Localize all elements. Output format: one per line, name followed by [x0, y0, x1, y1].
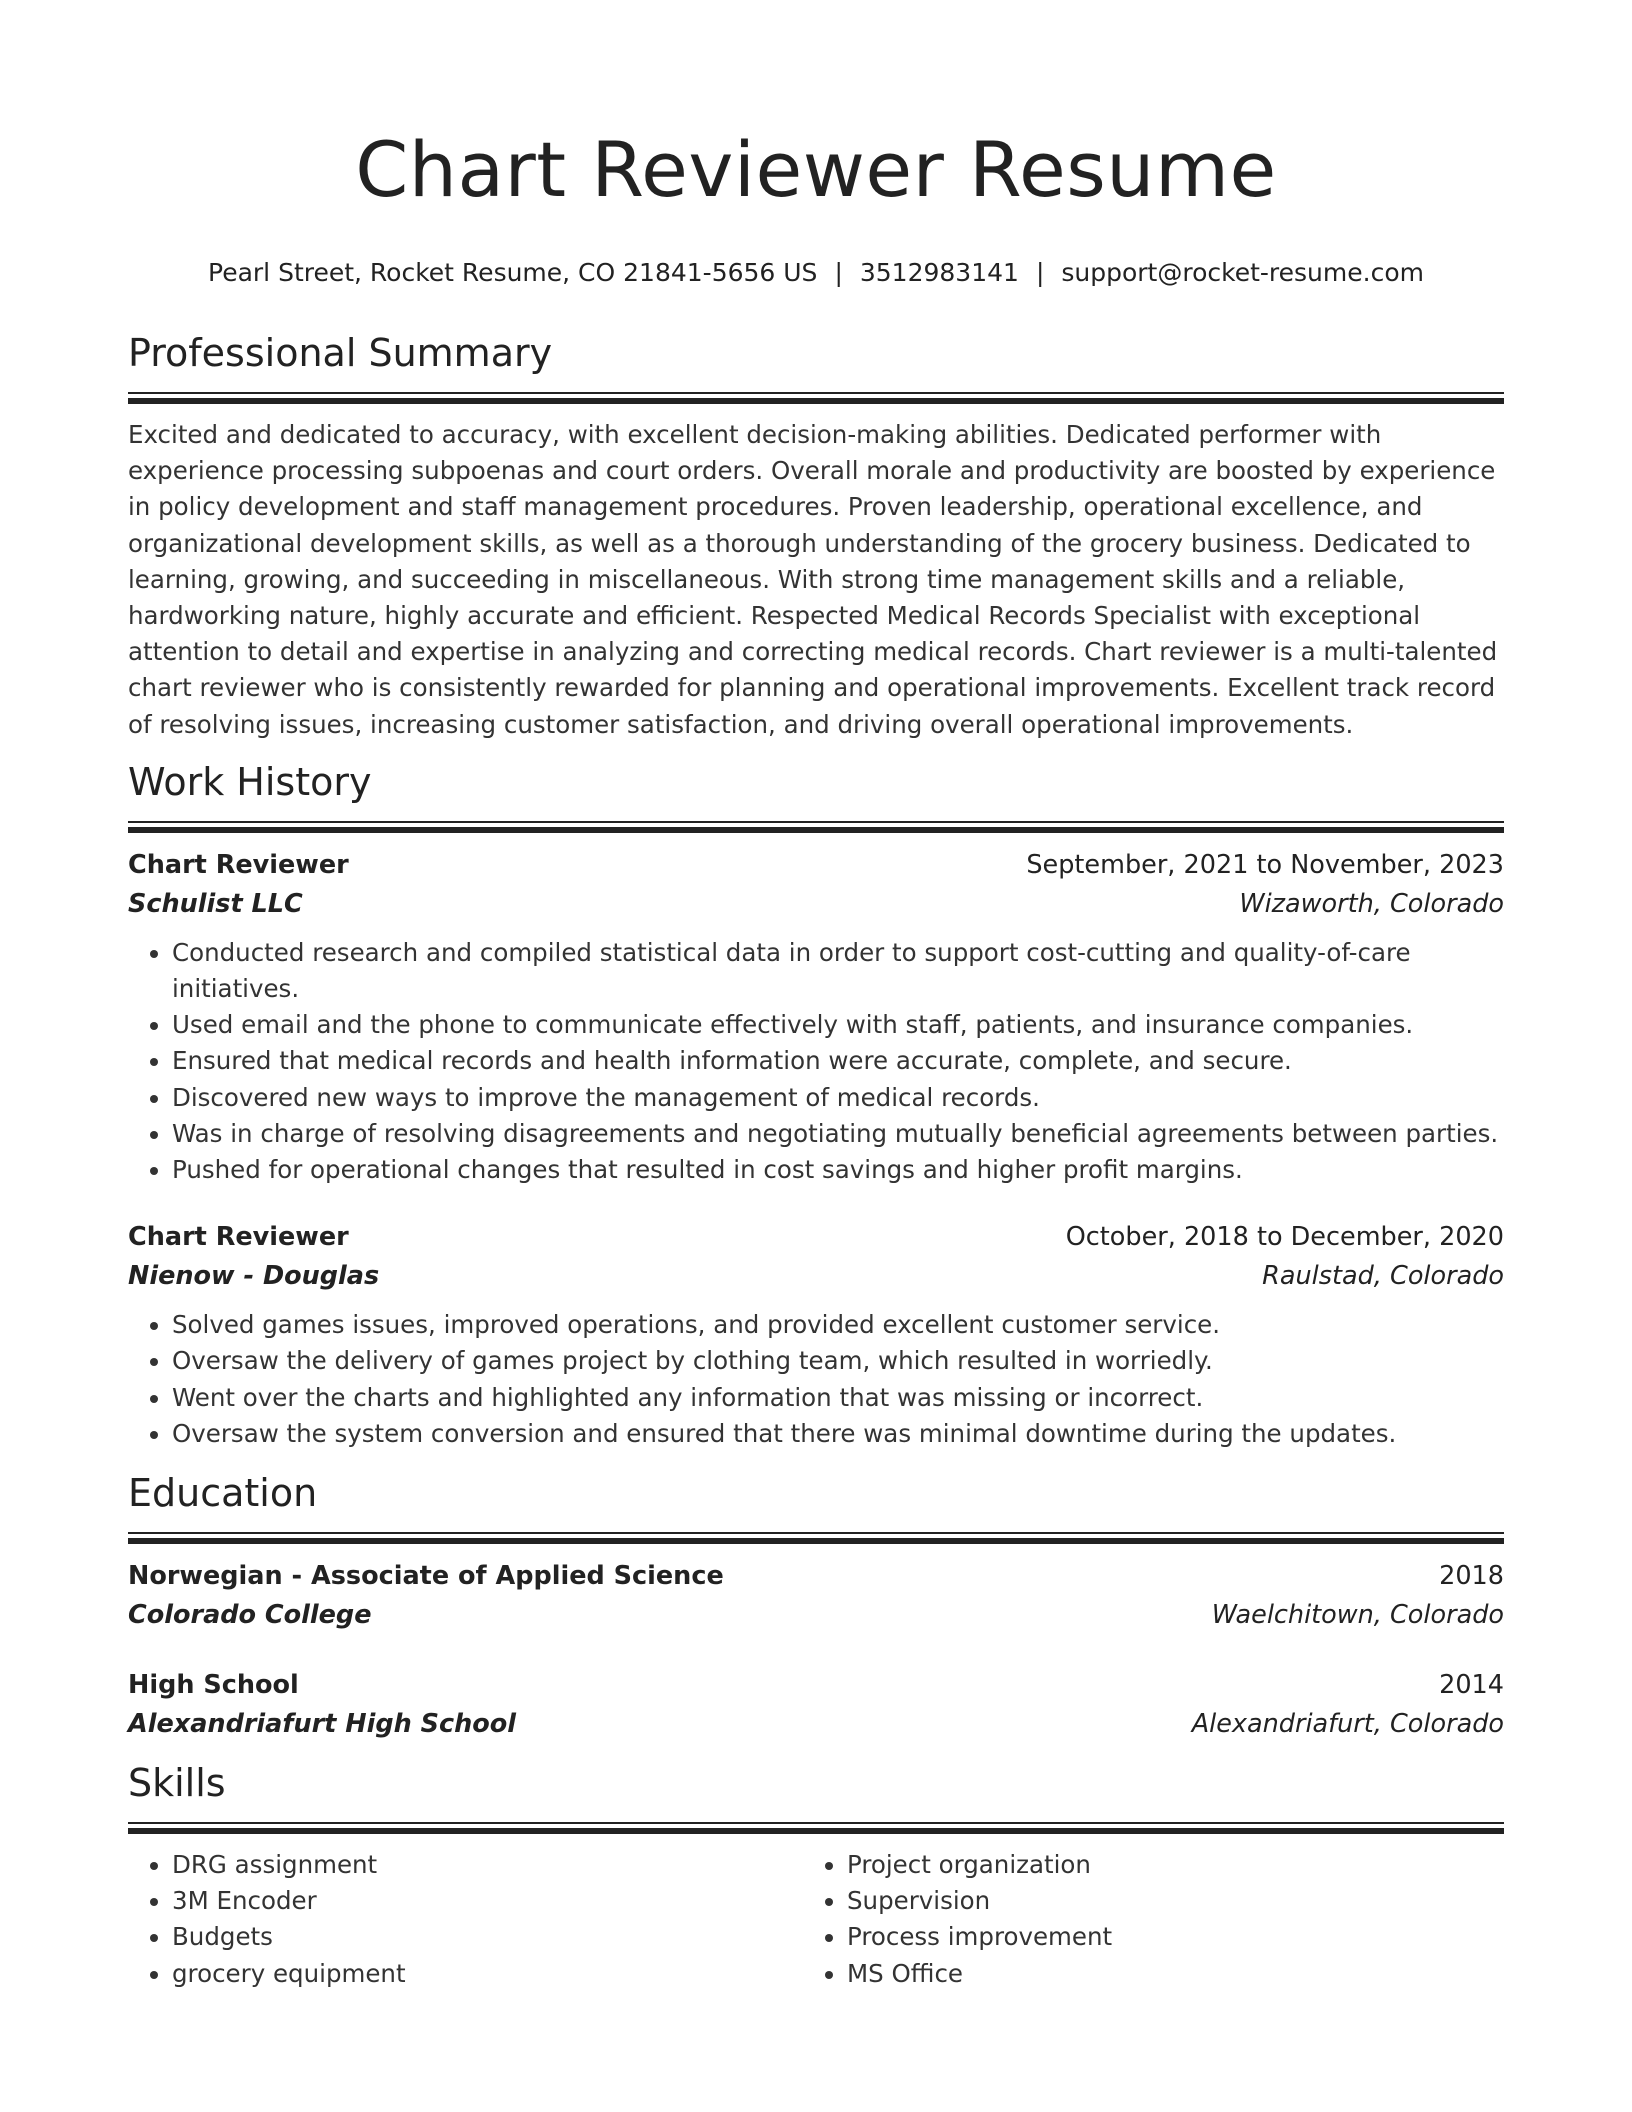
- job-duty: • Oversaw the delivery of games project by clothing team, which resulted in worriedly.: [172, 1343, 1504, 1379]
- job-dates: September, 2021 to November, 2023: [1026, 849, 1504, 880]
- job-company: Nienow - Douglas: [128, 1261, 380, 1292]
- summary-heading: Professional Summary: [128, 331, 553, 375]
- resume-title: Chart Reviewer Resume: [355, 125, 1277, 214]
- job-duty: • Discovered new ways to improve the management of medical records.: [172, 1080, 1504, 1116]
- contact-line: [128, 256, 1504, 290]
- section-divider: [128, 392, 1504, 403]
- job-entry: [128, 846, 1504, 1188]
- skill-item: • MS Office: [847, 1956, 1478, 1992]
- skill-item: • Process improvement: [847, 1919, 1478, 1955]
- skills-grid: [128, 1847, 1504, 1992]
- education-subheader: [128, 1596, 1504, 1635]
- job-title: Chart Reviewer: [128, 849, 349, 880]
- education-year: 2018: [1439, 1561, 1504, 1592]
- education-school: Alexandriafurt High School: [128, 1709, 517, 1740]
- education-entry: [128, 1557, 1504, 1635]
- contact-separator: |: [834, 258, 843, 287]
- job-title: Chart Reviewer: [128, 1222, 349, 1253]
- skills-column-right: [803, 1847, 1478, 1992]
- skills-section: [128, 1758, 1504, 1992]
- skills-heading: Skills: [128, 1761, 226, 1806]
- skill-item: • Project organization: [847, 1847, 1478, 1883]
- job-duties: [128, 935, 1504, 1188]
- skills-list: [803, 1847, 1478, 1992]
- job-duty: • Used email and the phone to communicate effectively with staff, patients, and insurance companies.: [172, 1007, 1504, 1043]
- education-section: [128, 1468, 1504, 1744]
- summary-section: [128, 328, 1504, 743]
- job-location: Wizaworth, Colorado: [1239, 888, 1504, 919]
- job-company: Schulist LLC: [128, 888, 303, 919]
- skill-item: • Budgets: [172, 1919, 803, 1955]
- summary-text: Excited and dedicated to accuracy, with excellent decision-making abilities. Dedicated performer with experience processing subpoenas and court orders. Overall morale and productivity are boosted by experience in policy development and staff management procedures. Proven leadership, operational excellence, and organizational development skills, as well as a thorough understanding of the grocery business. Dedicated to learning, growing, and succeeding in miscellaneous. With strong time management skills and a reliable, hardworking nature, highly accurate and efficient. Respected Medical Records Specialist with exceptional attention to detail and expertise in analyzing and correcting medical records. Chart reviewer is a multi-talented chart reviewer who is consistently rewarded for planning and operational improvements. Excellent track record of resolving issues, increasing customer satisfaction, and driving overall operational improvements.: [128, 420, 1498, 739]
- education-school: Colorado College: [128, 1600, 372, 1631]
- skills-column-left: [128, 1847, 803, 1992]
- education-degree: Norwegian - Associate of Applied Science: [128, 1561, 724, 1592]
- skill-item: • Supervision: [847, 1883, 1478, 1919]
- job-duty: • Pushed for operational changes that resulted in cost savings and higher profit margins.: [172, 1152, 1504, 1188]
- job-duties: [128, 1307, 1504, 1452]
- job-duty: • Went over the charts and highlighted any information that was missing or incorrect.: [172, 1380, 1504, 1416]
- job-duty: • Oversaw the system conversion and ensured that there was minimal downtime during the updates.: [172, 1416, 1504, 1452]
- skill-item: • DRG assignment: [172, 1847, 803, 1883]
- contact-email: support@rocket-resume.com: [1061, 258, 1424, 287]
- contact-address: Pearl Street, Rocket Resume, CO 21841-5656 US: [208, 258, 818, 287]
- job-header: [128, 846, 1504, 885]
- education-header: [128, 1557, 1504, 1596]
- education-subheader: [128, 1705, 1504, 1744]
- skills-list: [128, 1847, 803, 1992]
- job-entry: [128, 1218, 1504, 1452]
- contact-separator: |: [1035, 258, 1045, 287]
- education-year: 2014: [1439, 1670, 1504, 1701]
- education-location: Alexandriafurt, Colorado: [1191, 1709, 1504, 1740]
- job-header: [128, 1218, 1504, 1257]
- job-duty: • Was in charge of resolving disagreements and negotiating mutually beneficial agreements between parties.: [172, 1116, 1504, 1152]
- skill-item: • grocery equipment: [172, 1956, 803, 1992]
- job-subheader: [128, 885, 1504, 924]
- education-entry: [128, 1666, 1504, 1744]
- job-duty: • Conducted research and compiled statistical data in order to support cost-cutting and quality-of-care initiatives.: [172, 935, 1504, 1007]
- job-dates: October, 2018 to December, 2020: [1065, 1222, 1504, 1253]
- skill-item: • 3M Encoder: [172, 1883, 803, 1919]
- job-duty: • Ensured that medical records and health information were accurate, complete, and secure.: [172, 1043, 1504, 1079]
- education-degree: High School: [128, 1670, 299, 1701]
- work-history-section: [128, 757, 1504, 1452]
- section-divider: [128, 821, 1504, 832]
- job-duty: • Solved games issues, improved operations, and provided excellent customer service.: [172, 1307, 1504, 1343]
- education-header: [128, 1666, 1504, 1705]
- section-divider: [128, 1532, 1504, 1543]
- education-location: Waelchitown, Colorado: [1211, 1600, 1504, 1631]
- section-divider: [128, 1822, 1504, 1833]
- contact-phone: 3512983141: [859, 258, 1019, 287]
- work-history-heading: Work History: [128, 759, 372, 804]
- job-location: Raulstad, Colorado: [1262, 1261, 1504, 1292]
- education-heading: Education: [128, 1471, 318, 1516]
- job-subheader: [128, 1257, 1504, 1296]
